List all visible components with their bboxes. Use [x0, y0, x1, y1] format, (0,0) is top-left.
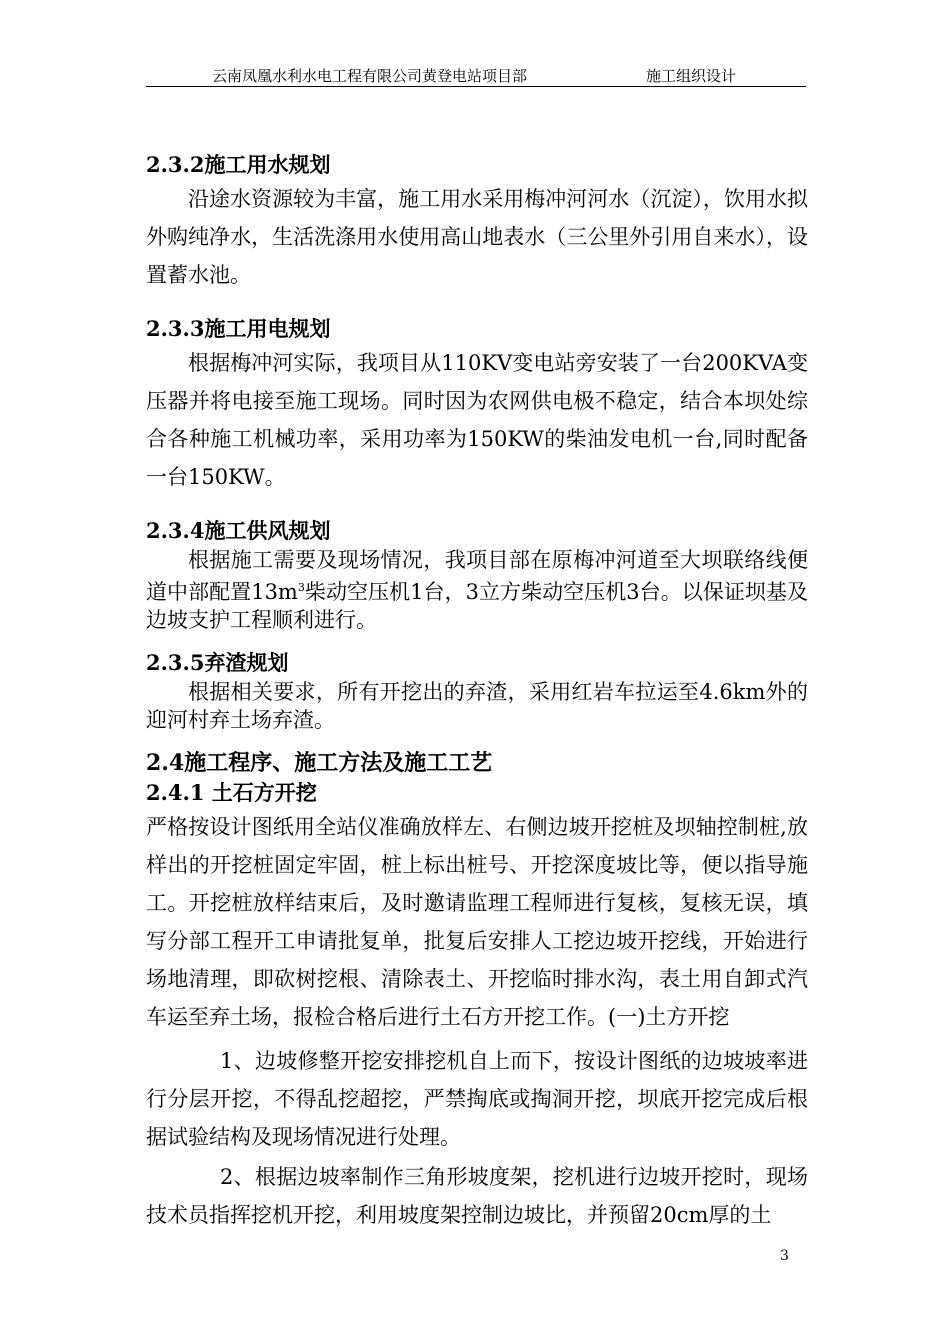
heading-2-4-1: 2.4.1 土石方开挖	[146, 780, 317, 805]
paragraph-excavation-intro: 严格按设计图纸用全站仪准确放样左、右侧边坡开挖桩及坝轴控制桩,放样出的开挖桩固定牢固，桩上标出桩号、开挖深度坡比等，便以指导施工。开挖桩放样结束后，及时邀请监理工程师进行复核，复核无误，填写分部工程开工申请批复单，批复后安排人工挖边坡开挖线，开始进行场地清理，即砍树挖根、清除表土、开挖临时排水沟，表土用自卸式汽车运至弃土场，报检合格后进行土石方开挖工作。(一)土方开挖	[146, 815, 808, 1029]
paragraph-spoil: 根据相关要求，所有开挖出的弃渣，采用红岩车拉运至4.6km外的迎河村弃土场弃渣。	[146, 680, 808, 732]
paragraph-air-a: 根据施工需要及现场情况，我项目部在原梅冲河道至大坝联络线便道中部配置13m	[146, 548, 808, 604]
paragraph-excavation-2: 2、根据边坡率制作三角形坡度架，挖机进行边坡开挖时，现场技术员指挥挖机开挖，利用坡度架控制边坡比，并预留20cm厚的土	[146, 1165, 808, 1227]
paragraph-air-sup: 3	[297, 581, 305, 594]
paragraph-air-b: 柴动空压机1台，3立方柴动空压机3台。以保证坝基及边坡支护工程顺利进行。	[146, 580, 808, 632]
page-number: 3	[780, 1248, 789, 1264]
paragraph-excavation-1: 1、边坡修整开挖安排挖机自上而下，按设计图纸的边坡坡率进行分层开挖，不得乱挖超挖，严禁掏底或掏洞开挖，坝底开挖完成后根据试验结构及现场情况进行处理。	[146, 1049, 808, 1149]
page-header	[146, 64, 806, 87]
heading-2-3-5: 2.3.5弃渣规划	[146, 650, 289, 675]
document-body	[146, 150, 808, 1234]
header-company: 云南凤凰水利水电工程有限公司黄登电站项目部	[212, 67, 528, 85]
heading-2-3-3: 2.3.3施工用电规划	[146, 316, 331, 341]
paragraph-air	[146, 546, 808, 634]
heading-2-3-2: 2.3.2施工用水规划	[146, 152, 331, 177]
paragraph-power: 根据梅冲河实际，我项目从110KV变电站旁安装了一台200KVA变压器并将电接至施工现场。同时因为农网供电极不稳定，结合本坝处综合各种施工机械功率，采用功率为150KW的柴油发电机一台,同时配备一台150KW。	[146, 351, 808, 489]
heading-2-3-4: 2.3.4施工供风规划	[146, 518, 331, 543]
heading-2-4: 2.4施工程序、施工方法及施工工艺	[146, 750, 493, 776]
header-doc-title: 施工组织设计	[646, 67, 737, 85]
paragraph-water: 沿途水资源较为丰富，施工用水采用梅冲河河水（沉淀），饮用水拟外购纯净水，生活洗涤用水使用高山地表水（三公里外引用自来水），设置蓄水池。	[146, 187, 808, 287]
